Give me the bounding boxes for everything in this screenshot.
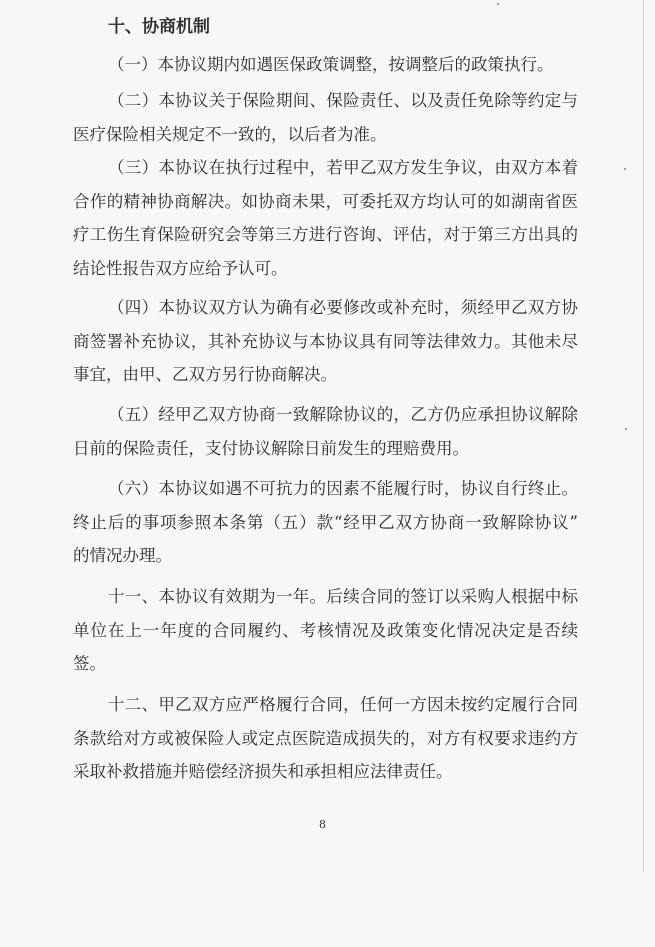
text-line: （二）本协议关于保险期间、保险责任、以及责任免除等约定与: [108, 91, 578, 110]
section-heading: 十、协商机制: [108, 17, 210, 37]
text-line: 日前的保险责任，支付协议解除日前发生的理赔费用。: [73, 438, 469, 458]
scan-speck: [497, 3, 499, 5]
text-line: 单位在上一年度的合同履约、考核情况及政策变化情况决定是否续: [73, 620, 578, 640]
text-line: （六）本协议如遇不可抗力的因素不能履行时，协议自行终止。: [108, 479, 578, 498]
clause-11: [73, 580, 578, 681]
text-line: （三）本协议在执行过程中，若甲乙双方发生争议，由双方本着: [108, 158, 578, 177]
scan-speck: [625, 428, 627, 430]
scan-edge-line: [643, 0, 644, 872]
text-line: 医疗保险相关规定不一致的，以后者为准。: [73, 124, 387, 144]
text-line: 事宜，由甲、乙双方另行协商解决。: [73, 365, 337, 384]
text-line: 终止后的事项参照本条第（五）款“经甲乙双方协商一致解除协议”: [73, 512, 578, 532]
sub-clause-4: [73, 291, 578, 392]
text-line: （五）经甲乙双方协商一致解除协议的，乙方仍应承担协议解除: [108, 405, 578, 424]
text-line: 签。: [73, 654, 106, 673]
page-number: 8: [319, 818, 326, 831]
sub-clause-1: [73, 48, 578, 82]
text-line: 疗工伤生育保险研究会等第三方进行咨询、评估，对于第三方出具的: [73, 225, 578, 244]
text-line: 十一、本协议有效期为一年。后续合同的签订以采购人根据中标: [108, 587, 578, 606]
text-line: （一）本协议期内如遇医保政策调整，按调整后的政策执行。: [108, 55, 554, 74]
clause-12: [73, 688, 578, 789]
text-line: 商签署补充协议，其补充协议与本协议具有同等法律效力。其他未尽: [73, 331, 578, 351]
text-line: 合作的精神协商解决。如协商未果，可委托双方均认可的如湖南省医: [73, 191, 578, 211]
text-line: 条款给对方或被保险人或定点医院造成损失的，对方有权要求违约方: [73, 728, 578, 748]
scan-speck: [624, 168, 626, 170]
text-line: 十二、甲乙双方应严格履行合同，任何一方因未按约定履行合同: [108, 695, 578, 714]
text-line: 采取补救措施并赔偿经济损失和承担相应法律责任。: [73, 762, 453, 781]
sub-clause-2: [73, 84, 578, 151]
text-line: 结论性报告双方应给予认可。: [73, 258, 288, 278]
text-line: 的情况办理。: [73, 546, 172, 565]
text-line: （四）本协议双方认为确有必要修改或补充时，须经甲乙双方协: [108, 298, 578, 317]
sub-clause-3: [73, 151, 578, 285]
sub-clause-6: [73, 472, 578, 573]
sub-clause-5: [73, 398, 578, 465]
